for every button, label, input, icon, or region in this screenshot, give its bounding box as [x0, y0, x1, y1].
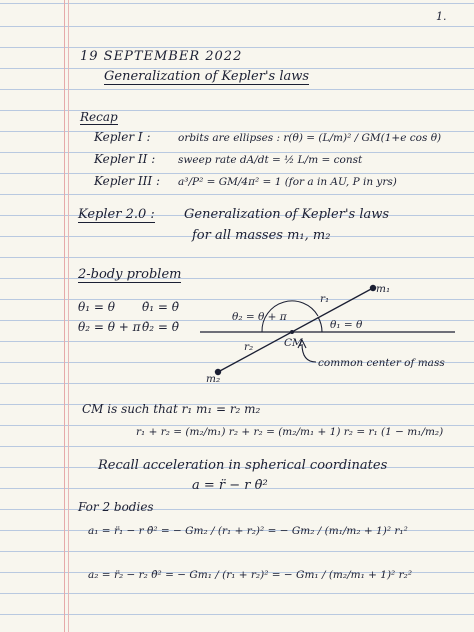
cm-note-arrow — [302, 344, 316, 362]
cm-condition: CM is such that r₁ m₁ = r₂ m₂ — [82, 402, 261, 416]
r2-label: r₂ — [244, 341, 254, 353]
two-body-diagram — [190, 272, 470, 392]
theta2-label: θ₂ = θ + π — [232, 311, 287, 323]
page-heading: Generalization of Kepler's laws — [104, 69, 310, 84]
margin-line — [64, 0, 65, 632]
kepler2-text: sweep rate dA/dt = ½ L/m = const — [178, 154, 363, 166]
kepler20-title: Kepler 2.0 : — [78, 207, 155, 222]
kepler3-label: Kepler III : — [94, 174, 160, 188]
margin-line-inner — [68, 0, 69, 632]
two-bodies-intro: For 2 bodies — [78, 500, 154, 514]
theta1-eq: θ₁ = θ — [78, 300, 115, 314]
recap-title: Recap — [80, 110, 118, 124]
page-number: 1. — [436, 10, 447, 23]
acceleration-formula: a = r̈ − r θ̇² — [192, 478, 268, 493]
two-body-title: 2-body problem — [78, 267, 182, 282]
kepler2-label: Kepler II : — [94, 152, 156, 166]
kepler20-line2: for all masses m₁, m₂ — [192, 228, 331, 243]
cm-note: common center of mass — [318, 357, 445, 369]
thetadot1-eq: θ̇₁ = θ̇ — [142, 300, 179, 314]
cm-dot — [290, 330, 294, 334]
kepler1-text: orbits are ellipses : r(θ) = (L/m)² / GM(1+e cos θ) — [178, 132, 442, 144]
kepler1-label: Kepler I : — [94, 130, 151, 144]
m1-label: m₁ — [376, 283, 391, 295]
a2-equation: a₂ = r̈₂ − r₂ θ̇² = − Gm₁ / (r₁ + r₂)² = − Gm₁ / (m₂/m₁ + 1)² r₂² — [88, 569, 413, 581]
date: 19 SEPTEMBER 2022 — [80, 49, 243, 64]
kepler3-text: a³/P² = GM/4π² = 1 (for a in AU, P in yrs) — [178, 176, 397, 188]
m2-label: m₂ — [206, 373, 221, 385]
thetadot2-eq: θ̇₂ = θ̇ — [142, 320, 179, 334]
kepler20-line1: Generalization of Kepler's laws — [184, 207, 390, 222]
theta1-label: θ₁ = θ — [330, 319, 363, 331]
cm-distance-relation: r₁ + r₂ = (m₂/m₁) r₂ + r₂ = (m₂/m₁ + 1) r₂ = r₁ (1 − m₁/m₂) — [136, 426, 444, 438]
theta2-eq: θ₂ = θ + π — [78, 320, 141, 334]
a1-equation: a₁ = r̈₁ − r θ̇² = − Gm₂ / (r₁ + r₂)² = − Gm₂ / (m₁/m₂ + 1)² r₁² — [88, 525, 408, 537]
theta1-arc — [318, 317, 322, 332]
cm-label: CM — [284, 337, 303, 349]
r1-label: r₁ — [320, 293, 330, 305]
recall-line: Recall acceleration in spherical coordinates — [98, 458, 388, 473]
